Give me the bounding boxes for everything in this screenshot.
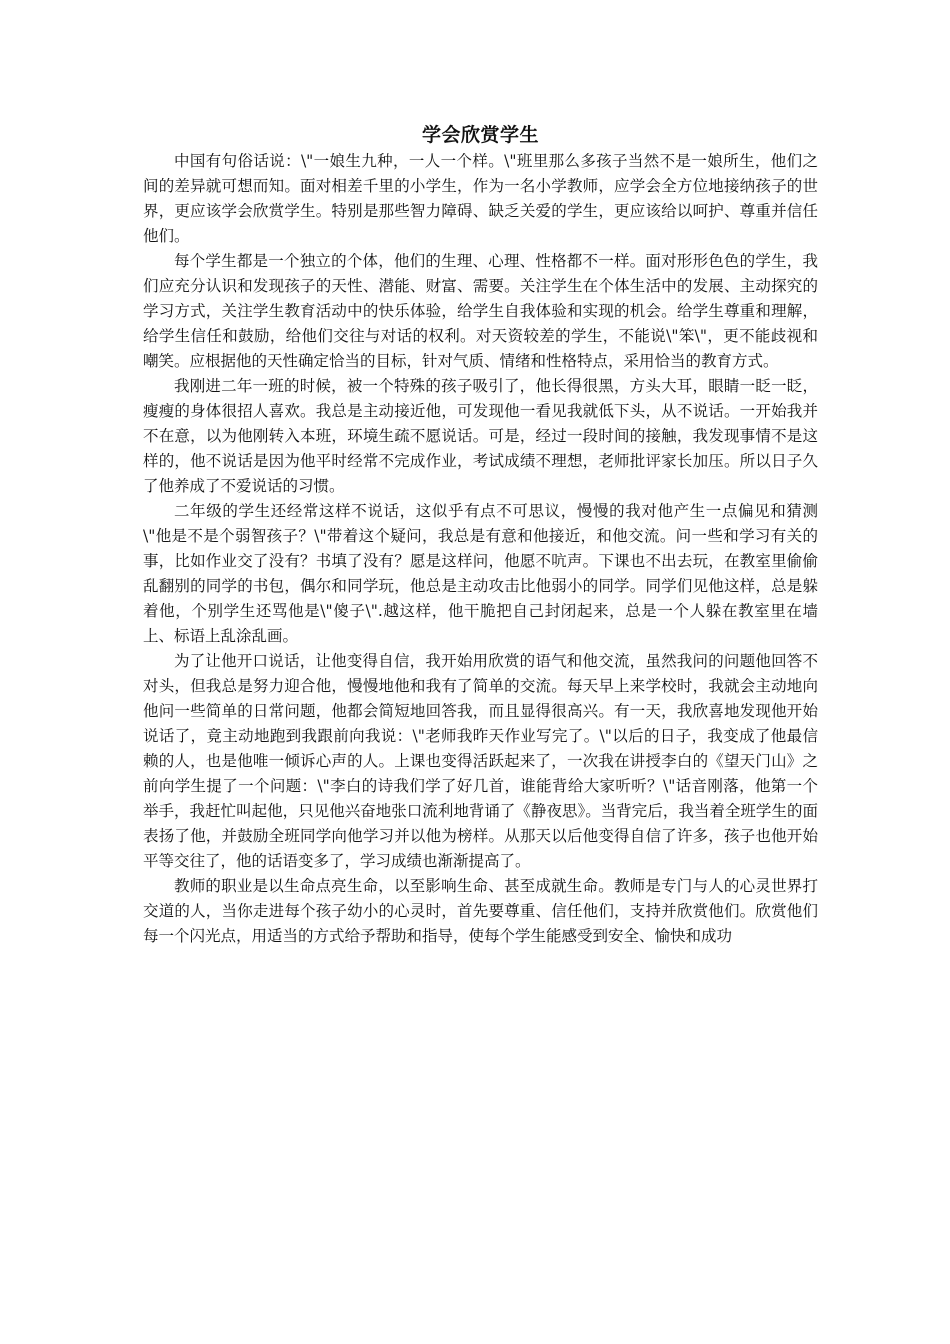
paragraph-encouragement: 为了让他开口说话，让他变得自信，我开始用欣赏的语气和他交流，虽然我问的问题他回答不对头，但我总是努力迎合他，慢慢地他和我有了简单的交流。每天早上来学校时，我就会主动地向他问一些简单的日常问题，他都会简短地回答我，而且显得很高兴。有一天，我欣喜地发现他开始说话了，竟主动地跑到我跟前向我说：\"老师我昨天作业写完了。\"以后的日子，我变成了他最信赖的人，也是他唯一倾诉心声的人。上课也变得活跃起来了，一次我在讲授李白的《望天门山》之前向学生提了一个问题：\"李白的诗我们学了好几首，谁能背给大家听听？\"话音刚落，他第一个举手，我赶忙叫起他，只见他兴奋地张口流利地背诵了《静夜思》。当背完后，我当着全班学生的面表扬了他，并鼓励全班同学向他学习并以他为榜样。从那天以后他变得自信了许多，孩子也他开始平等交往了，他的话语变多了，学习成绩也渐渐提高了。 — [143, 652, 818, 870]
paragraph-individuality: 每个学生都是一个独立的个体，他们的生理、心理、性格都不一样。面对形形色色的学生，我们应充分认识和发现孩子的天性、潜能、财富、需要。关注学生在个体生活中的发展、主动探究的学习方式，关注学生教育活动中的快乐体验，给学生自我体验和实现的机会。给学生尊重和理解，给学生信任和鼓励，给他们交往与对话的权利。对天资较差的学生，不能说\"笨\"，更不能歧视和嘲笑。应根据他的天性确定恰当的目标，针对气质、情绪和性格特点，采用恰当的教育方式。 — [143, 252, 818, 370]
document-title: 学会欣赏学生 — [421, 124, 539, 146]
document-page — [143, 122, 818, 949]
paragraph-intro: 中国有句俗话说：\"一娘生九种，一人一个样。\"班里那么多孩子当然不是一娘所生，他们之间的差异就可想而知。面对相差千里的小学生，作为一名小学教师，应学会全方位地接纳孩子的世界，更应该学会欣赏学生。特别是那些智力障碍、缺乏关爱的学生，更应该给以呵护、尊重并信任他们。 — [143, 152, 818, 245]
paragraph-conclusion: 教师的职业是以生命点亮生命，以至影响生命、甚至成就生命。教师是专门与人的心灵世界打交道的人，当你走进每个孩子幼小的心灵时，首先要尊重、信任他们，支持并欣赏他们。欣赏他们每一个闪光点，用适当的方式给予帮助和指导，使每个学生能感受到安全、愉快和成功 — [143, 877, 818, 945]
paragraph-special-child: 我刚进二年一班的时候，被一个特殊的孩子吸引了，他长得很黑，方头大耳，眼睛一眨一眨，瘦瘦的身体很招人喜欢。我总是主动接近他，可发现他一看见我就低下头，从不说话。一开始我并不在意，以为他刚转入本班，环境生疏不愿说话。可是，经过一段时间的接触，我发现事情不是这样的，他不说话是因为他平时经常不完成作业，考试成绩不理想，老师批评家长加压。所以日子久了他养成了不爱说话的习惯。 — [143, 377, 818, 495]
paragraph-prejudice: 二年级的学生还经常这样不说话，这似乎有点不可思议，慢慢的我对他产生一点偏见和猜测\"他是不是个弱智孩子？\"带着这个疑问，我总是有意和他接近，和他交流。问一些和学习有关的事，比如作业交了没有？书填了没有？愿是这样问，他愿不吭声。下课也不出去玩，在教室里偷偷乱翻别的同学的书包，偶尔和同学玩，他总是主动攻击比他弱小的同学。同学们见他这样，总是躲着他，个别学生还骂他是\"傻子\".越这样，他干脆把自己封闭起来，总是一个人躲在教室里在墙上、标语上乱涂乱画。 — [143, 502, 818, 645]
